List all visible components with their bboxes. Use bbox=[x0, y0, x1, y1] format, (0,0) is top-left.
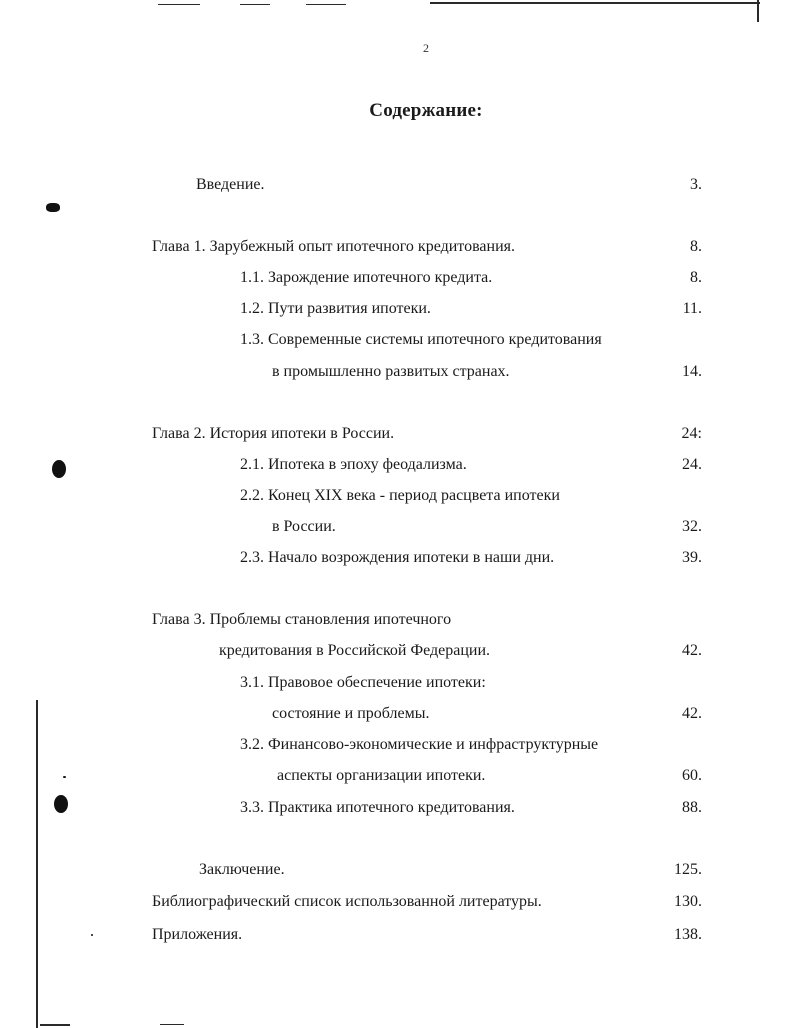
toc-page-section-1-1: 8. bbox=[690, 269, 702, 286]
toc-page-section-1-2: 11. bbox=[682, 300, 702, 317]
toc-entry-bibliography: Библиографический список использованной литературы. bbox=[152, 893, 542, 910]
toc-entry-section-3-1: 3.1. Правовое обеспечение ипотеки: bbox=[240, 674, 486, 691]
scan-artifact-bottom-line bbox=[40, 1024, 70, 1026]
toc-entry-section-1-3: 1.3. Современные системы ипотечного кредитования bbox=[240, 331, 602, 348]
toc-page-section-3-3: 88. bbox=[682, 799, 702, 816]
toc-entry-section-2-2: 2.2. Конец XIX века - период расцвета ипотеки bbox=[240, 487, 560, 504]
punch-hole-blot-2 bbox=[52, 460, 66, 478]
toc-entry-section-1-1: 1.1. Зарождение ипотечного кредита. bbox=[240, 269, 493, 286]
toc-entry-chapter-1: Глава 1. Зарубежный опыт ипотечного кредитования. bbox=[152, 238, 515, 255]
toc-page-section-3-1: 42. bbox=[682, 705, 702, 722]
toc-entry-section-3-2: 3.2. Финансово-экономические и инфраструктурные bbox=[240, 736, 599, 753]
page-number: 2 bbox=[423, 41, 429, 55]
toc-page-chapter-2: 24: bbox=[681, 425, 702, 442]
scan-artifact-top-line-1 bbox=[158, 4, 200, 5]
toc-entry-section-2-1: 2.1. Ипотека в эпоху феодализма. bbox=[240, 456, 467, 473]
toc-entry-section-3-2-cont: аспекты организации ипотеки. bbox=[277, 767, 486, 784]
toc-page-chapter-1: 8. bbox=[690, 238, 702, 255]
toc-page-section-2-1: 24. bbox=[682, 456, 702, 473]
scan-artifact-top-line-4 bbox=[430, 2, 760, 4]
toc-entry-section-1-2: 1.2. Пути развития ипотеки. bbox=[240, 300, 431, 317]
toc-title: Содержание: bbox=[369, 100, 483, 121]
scan-artifact-left-edge bbox=[36, 700, 38, 1028]
toc-page-chapter-3: 42. bbox=[682, 642, 702, 659]
toc-entry-section-3-3: 3.3. Практика ипотечного кредитования. bbox=[240, 799, 515, 816]
punch-hole-blot-1 bbox=[46, 203, 60, 212]
toc-page-section-3-2: 60. bbox=[682, 767, 702, 784]
scan-artifact-top-line-2 bbox=[240, 4, 270, 5]
toc-entry-chapter-3-cont: кредитования в Российской Федерации. bbox=[219, 642, 491, 659]
scan-speck-2 bbox=[91, 934, 93, 936]
toc-page-intro: 3. bbox=[690, 176, 702, 193]
toc-entry-conclusion: Заключение. bbox=[199, 861, 285, 878]
toc-entry-chapter-3: Глава 3. Проблемы становления ипотечного bbox=[152, 611, 452, 628]
toc-entry-appendix: Приложения. bbox=[152, 926, 243, 943]
toc-entry-chapter-2: Глава 2. История ипотеки в России. bbox=[152, 425, 395, 442]
toc-page-conclusion: 125. bbox=[674, 861, 702, 878]
toc-entry-section-1-3-cont: в промышленно развитых странах. bbox=[272, 363, 510, 380]
toc-entry-intro: Введение. bbox=[196, 176, 265, 193]
toc-page-section-1-3: 14. bbox=[682, 363, 702, 380]
toc-page-bibliography: 130. bbox=[674, 893, 702, 910]
scan-artifact-bottom-line-2 bbox=[160, 1024, 184, 1025]
punch-hole-blot-3 bbox=[54, 795, 68, 813]
toc-entry-section-2-3: 2.3. Начало возрождения ипотеки в наши дни. bbox=[240, 549, 555, 566]
toc-page-section-2-2: 32. bbox=[682, 518, 702, 535]
scan-artifact-right-edge bbox=[757, 0, 759, 22]
toc-page-section-2-3: 39. bbox=[682, 549, 702, 566]
toc-page-appendix: 138. bbox=[674, 926, 702, 943]
toc-entry-section-2-2-cont: в России. bbox=[272, 518, 336, 535]
scan-speck bbox=[63, 776, 66, 778]
scan-artifact-top-line-3 bbox=[306, 4, 346, 5]
toc-entry-section-3-1-cont: состояние и проблемы. bbox=[272, 705, 430, 722]
